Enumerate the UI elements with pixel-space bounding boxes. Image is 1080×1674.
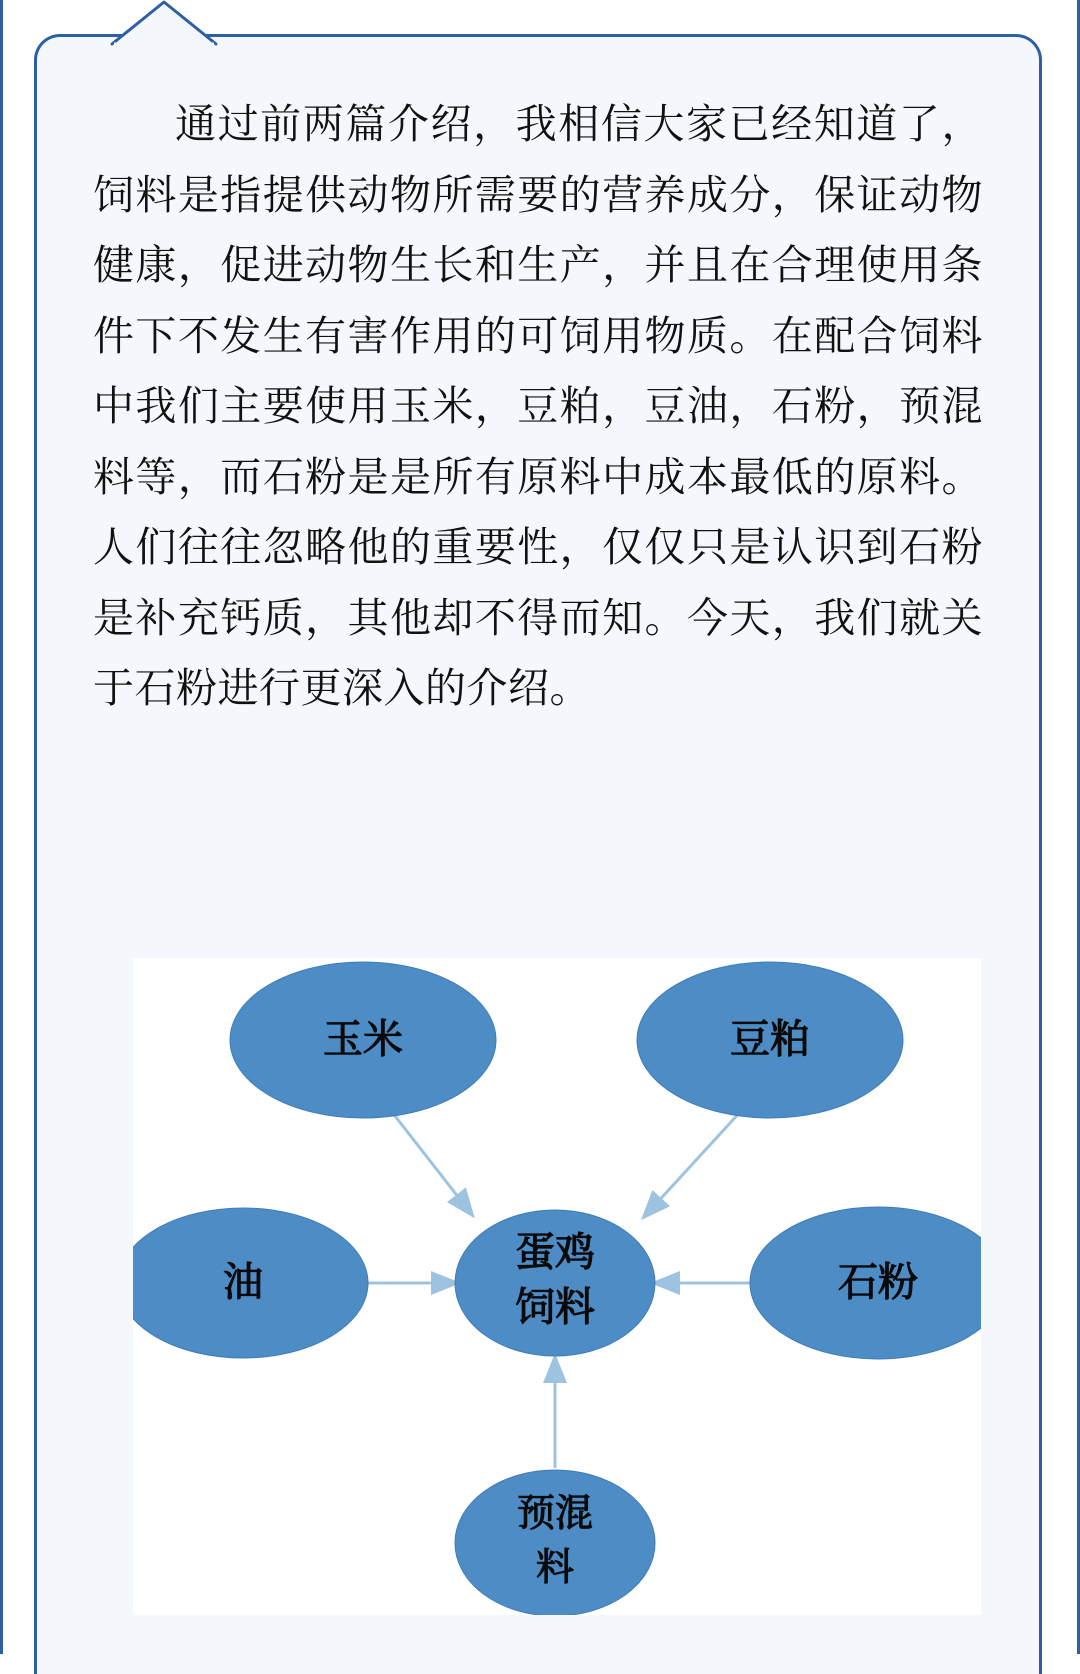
limestone-label: 石粉 [838, 1260, 918, 1305]
diagram-node-center-feed[interactable] [455, 1210, 655, 1356]
bubble-tail [108, 0, 200, 40]
oil-label: 油 [223, 1260, 263, 1305]
soybean-meal-label: 豆粕 [730, 1017, 810, 1062]
article-bubble-card [34, 34, 1042, 1674]
diagram-node-premix[interactable] [455, 1470, 655, 1615]
diagram-node-corn[interactable] [230, 962, 496, 1118]
diagram-node-oil[interactable] [133, 1208, 368, 1358]
diagram-node-soybean-meal[interactable] [637, 962, 903, 1118]
premix-label-line1: 预混 [516, 1493, 594, 1536]
corn-label: 玉米 [323, 1017, 403, 1062]
article-body [37, 37, 1039, 724]
feed-composition-diagram [133, 958, 981, 1615]
center-feed-label-line2: 饲料 [515, 1285, 595, 1330]
page-left-rule [0, 0, 3, 1654]
premix-label-line2: 料 [535, 1547, 575, 1590]
article-paragraph: 通过前两篇介绍，我相信大家已经知道了，饲料是指提供动物所需要的营养成分，保证动物健康，促进动物生长和生产，并且在合理使用条件下不发生有害作用的可饲用物质。在配合饲料中我们主要使用玉米，豆粕，豆油，石粉，预混料等，而石粉是是所有原料中成本最低的原料。人们往往忽略他的重要性，仅仅只是认识到石粉是补充钙质，其他却不得而知。今天，我们就关于石粉进行更深入的介绍。 [93, 101, 983, 712]
center-feed-label-line1: 蛋鸡 [515, 1230, 595, 1275]
premix-ellipse [455, 1470, 655, 1615]
diagram-node-limestone[interactable] [750, 1207, 981, 1359]
